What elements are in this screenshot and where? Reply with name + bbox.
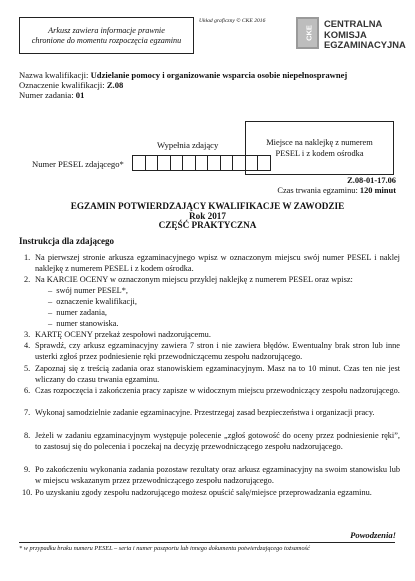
instruction-number: 6. [24, 386, 31, 395]
instruction-item [24, 407, 400, 418]
cke-logo-icon [296, 17, 319, 49]
exam-duration [277, 186, 396, 195]
instruction-subitem: – oznaczenie kwalifikacji, [48, 297, 137, 306]
instruction-text: Sprawdź, czy arkusz egzaminacyjny zawiera 7 stron i nie zawiera błędów. Ewentualny brak stron lub inne usterki zgłoś przez podniesienie ręki przewodniczącemu zespołu nadzorującego. [35, 341, 400, 361]
subitem-text: oznaczenie kwalifikacji, [56, 297, 137, 306]
instructions-heading: Instrukcja dla zdającego [19, 236, 114, 246]
subitem-text: numer zadania, [56, 308, 107, 317]
good-luck-text: Powodzenia! [350, 530, 396, 540]
confidentiality-line-2: chronione do momentu rozpoczęcia egzaminu [31, 35, 182, 45]
pesel-digit-cell[interactable] [132, 155, 146, 171]
instruction-subitem: – swój numer PESEL*, [48, 286, 128, 295]
instruction-item [24, 464, 400, 486]
logo-line-3: EGZAMINACYJNA [324, 39, 406, 51]
task-number-value: 01 [75, 90, 85, 100]
task-number-row [19, 90, 84, 100]
pesel-digit-cell[interactable] [170, 155, 184, 171]
instruction-number: 2. [24, 275, 31, 284]
instruction-text: Jeżeli w zadaniu egzaminacyjnym występuje polecenie „zgłoś gotowość do oceny przez podniesienie ręki”, to zastosuj się do polecenia i poczekaj na decyzję przewodniczącego zespołu nadzorującego. [35, 431, 400, 451]
instruction-number: 1. [24, 253, 31, 262]
qualification-mark-label: Oznaczenie kwalifikacji: [19, 80, 105, 90]
exam-year: Rok 2017 [188, 211, 226, 221]
instruction-item [24, 430, 400, 452]
instruction-item [24, 340, 400, 362]
qualification-name-label: Nazwa kwalifikacji: [19, 70, 89, 80]
pesel-digit-cell[interactable] [145, 155, 159, 171]
instruction-number: 10. [22, 488, 33, 497]
cke-logo-mark-text: CKE [304, 25, 314, 41]
confidentiality-line-1: Arkusz zawiera informacje prawnie [48, 25, 165, 35]
qualification-name-value: Udzielanie pomocy i organizowanie wsparcia osobie niepełnosprawnej [90, 70, 348, 80]
logo-line-2: KOMISJA [324, 28, 367, 40]
exam-code: Z.08-01-17.06 [347, 176, 396, 185]
duration-value: 120 minut [359, 186, 396, 195]
instruction-text: Na pierwszej stronie arkusza egzaminacyjnego wpisz w oznaczonym miejscu swój numer PESEL i naklej naklejkę z numerem PESEL i z kodem ośrodka. [35, 253, 400, 273]
instruction-subitem: – numer zadania, [48, 308, 107, 317]
instruction-item [24, 329, 400, 340]
instruction-item [24, 274, 400, 285]
subitem-text: numer stanowiska. [56, 319, 119, 328]
instruction-number: 3. [24, 330, 31, 339]
instruction-text: Wykonaj samodzielnie zadanie egzaminacyjne. Przestrzegaj zasad bezpieczeństwa i organizacji pracy. [35, 408, 375, 417]
instruction-item [24, 487, 400, 498]
instruction-item [24, 363, 400, 385]
qualification-mark-value: Z.08 [106, 80, 124, 90]
pesel-digit-cell[interactable] [182, 155, 196, 171]
instruction-subitem: – numer stanowiska. [48, 319, 119, 328]
instruction-number: 7. [24, 408, 31, 417]
instruction-number: 5. [24, 364, 31, 373]
sticker-line-1: Miejsce na naklejkę z numerem [266, 138, 373, 147]
instruction-text: Po zakończeniu wykonania zadania pozostaw rezultaty oraz arkusz egzaminacyjny na swoim stanowisku lub w miejscu wskazanym przez przewodniczącego zespołu nadzorującego. [35, 465, 400, 485]
logo-text [324, 19, 406, 51]
logo-line-1: CENTRALNA [324, 18, 383, 29]
instruction-text: Na KARCIE OCENY w oznaczonym miejscu przyklej naklejkę z numerem PESEL oraz wpisz: [35, 275, 353, 284]
instruction-text: Zapoznaj się z treścią zadania oraz stanowiskiem egzaminacyjnym. Masz na to 10 minut. Czas ten nie jest wliczany do czasu trwania egzaminu. [35, 364, 400, 384]
instruction-text: KARTĘ OCENY przekaż zespołowi nadzorującemu. [35, 330, 211, 339]
instruction-text: Czas rozpoczęcia i zakończenia pracy zapisze w widocznym miejscu przewodniczący zespołu nadzorującego. [35, 386, 400, 395]
cke-logo [296, 16, 414, 56]
instruction-text: Po uzyskaniu zgody zespołu nadzorującego możesz opuścić salę/miejsce przeprowadzania egzaminu. [35, 488, 372, 497]
exam-part: CZĘŚĆ PRAKTYCZNA [158, 220, 257, 230]
instruction-item [24, 252, 400, 274]
footnote: * w przypadku braku numeru PESEL – seria i numer paszportu lub innego dokumentu potwierdzającego tożsamość [19, 545, 310, 552]
filled-by-candidate-label: Wypełnia zdający [157, 140, 219, 150]
pesel-label: Numer PESEL zdającego* [32, 159, 124, 169]
instruction-number: 9. [24, 465, 31, 474]
sticker-line-2: PESEL i z kodem ośrodka [275, 149, 364, 158]
duration-label: Czas trwania egzaminu: [277, 186, 358, 195]
pesel-digit-cell[interactable] [157, 155, 171, 171]
qualification-name-row [19, 70, 347, 80]
pesel-digit-cell[interactable] [207, 155, 221, 171]
subitem-text: swój numer PESEL*, [56, 286, 128, 295]
exam-title: EGZAMIN POTWIERDZAJĄCY KWALIFIKACJE W ZAWODZIE [70, 201, 345, 211]
pesel-digit-cell[interactable] [220, 155, 234, 171]
sticker-placeholder-box [245, 121, 394, 175]
instruction-number: 4. [24, 341, 31, 350]
qualification-mark-row [19, 80, 123, 90]
task-number-label: Numer zadania: [19, 90, 74, 100]
instruction-item [24, 385, 400, 396]
pesel-digit-cell[interactable] [232, 155, 246, 171]
instruction-number: 8. [24, 431, 31, 440]
pesel-digit-cell[interactable] [195, 155, 209, 171]
layout-copyright: Układ graficzny © CKE 2016 [199, 18, 266, 24]
footnote-divider [19, 542, 395, 543]
confidentiality-notice-box [19, 17, 194, 54]
